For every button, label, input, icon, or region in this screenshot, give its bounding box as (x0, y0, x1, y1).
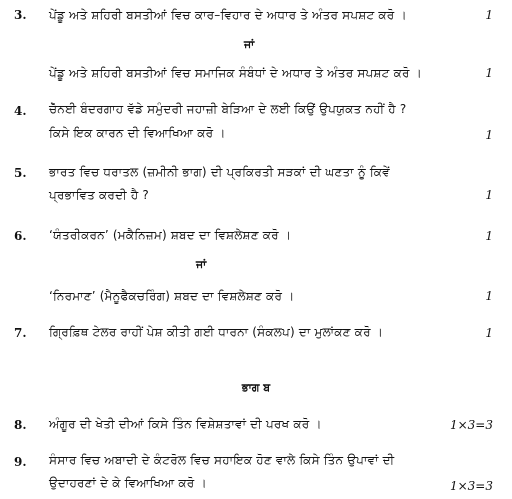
question-text-line2: ਪ੍ਰਭਾਵਿਤ ਕਰਦੀ ਹੈ ? (49, 188, 149, 202)
question-text-line1: ਸੰਸਾਰ ਵਿਚ ਅਬਾਦੀ ਦੇ ਕੰਟਰੋਲ ਵਿਚ ਸਹਾਇਕ ਹੋਣ ਵਾਲੇ ਕਿਸੇ ਤਿੰਨ ਉਪਾਵਾਂ ਦੀ (49, 453, 395, 467)
question-marks: 1 (485, 326, 493, 340)
question-text: ‘ਨਿਰਮਾਣ’ (ਮੈਨੂਫੈਕਚਰਿੰਗ) ਸ਼ਬਦ ਦਾ ਵਿਸ਼ਲੇਸ਼ਣ ਕਰੋ । (49, 289, 295, 303)
or-label: ਜਾਂ (244, 38, 255, 51)
question-marks: 1 (485, 8, 493, 22)
question-marks: 1 (485, 66, 493, 80)
question-text: ਗ੍ਰਿਫ਼ਿਥ ਟੇਲਰ ਰਾਹੀਂ ਪੇਸ਼ ਕੀਤੀ ਗਈ ਧਾਰਨਾ (ਸੰਕਲਪ) ਦਾ ਮੁਲਾਂਕਣ ਕਰੋ । (49, 325, 384, 339)
question-marks: 1 (485, 289, 493, 303)
question-text: ਪੇਂਡੂ ਅਤੇ ਸ਼ਹਿਰੀ ਬਸਤੀਆਂ ਵਿਚ ਸਮਾਜਿਕ ਸੰਬੰਧਾਂ ਦੇ ਅਧਾਰ ਤੇ ਅੰਤਰ ਸਪਸ਼ਟ ਕਰੋ । (49, 66, 422, 80)
question-text-line2: ਕਿਸੇ ਇਕ ਕਾਰਨ ਦੀ ਵਿਆਖਿਆ ਕਰੋ । (49, 126, 226, 140)
section-title: ਭਾਗ ਬ (241, 381, 271, 394)
question-text-line2: ਉਦਾਹਰਣਾਂ ਦੇ ਕੇ ਵਿਆਖਿਆ ਕਰੋ । (49, 476, 207, 490)
question-number: 7. (14, 326, 27, 340)
question-number: 9. (14, 455, 27, 469)
question-marks: 1 (485, 229, 493, 243)
question-marks: 1 (485, 128, 493, 142)
question-number: 8. (14, 418, 27, 432)
or-label: ਜਾਂ (196, 258, 207, 271)
question-text: ਅੰਗੂਰ ਦੀ ਖੇਤੀ ਦੀਆਂ ਕਿਸੇ ਤਿੰਨ ਵਿਸ਼ੇਸ਼ਤਾਵਾਂ ਦੀ ਪਰਖ ਕਰੋ । (49, 417, 322, 431)
question-number: 5. (14, 166, 27, 180)
question-number: 4. (14, 104, 27, 118)
question-text: ਪੇਂਡੂ ਅਤੇ ਸ਼ਹਿਰੀ ਬਸਤੀਆਂ ਵਿਚ ਕਾਰ–ਵਿਹਾਰ ਦੇ ਅਧਾਰ ਤੇ ਅੰਤਰ ਸਪਸ਼ਟ ਕਰੋ । (49, 8, 407, 22)
question-text: ‘ਯੰਤਰੀਕਰਨ’ (ਮਕੈਨਿਜ਼ਮ) ਸ਼ਬਦ ਦਾ ਵਿਸ਼ਲੇਸ਼ਣ ਕਰੋ । (49, 228, 292, 242)
question-number: 3. (14, 8, 27, 22)
question-number: 6. (14, 229, 27, 243)
question-marks: 1 (485, 188, 493, 202)
question-text-line1: ਚੇੱਨਈ ਬੰਦਰਗਾਹ ਵੱਡੇ ਸਮੁੰਦਰੀ ਜਹਾਜ਼ੀ ਬੇੜਿਆ ਦੇ ਲਈ ਕਿਉਂ ਉਪਯੁਕਤ ਨਹੀਂ ਹੈ ? (49, 102, 407, 116)
question-marks: 1×3=3 (449, 479, 493, 493)
question-marks: 1×3=3 (449, 418, 493, 432)
question-text-line1: ਭਾਰਤ ਵਿਚ ਧਰਾਤਲ (ਜ਼ਮੀਨੀ ਭਾਗ) ਦੀ ਪ੍ਰਕਿਰਤੀ ਸੜਕਾਂ ਦੀ ਘਣਤਾ ਨੂੰ ਕਿਵੇਂ (49, 165, 390, 179)
